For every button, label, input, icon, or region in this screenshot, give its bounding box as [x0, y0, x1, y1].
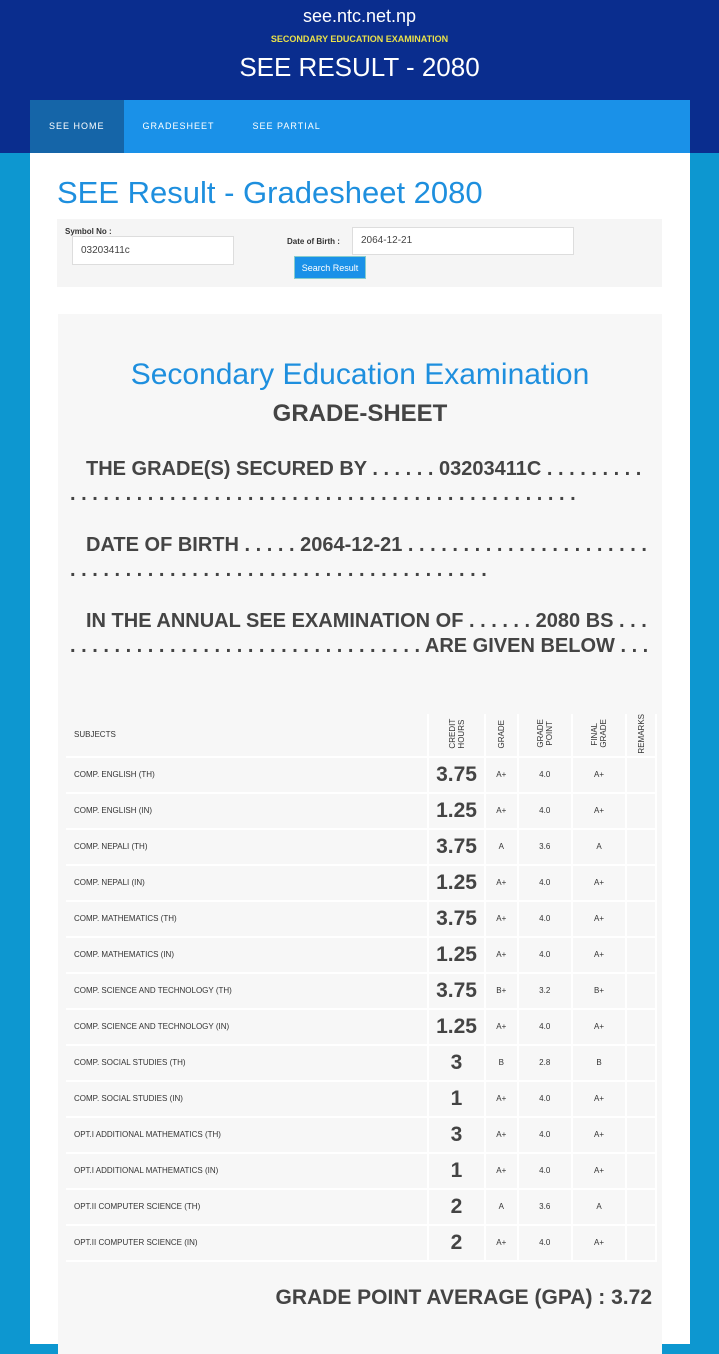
credit-hours-cell: 1.25: [428, 1009, 485, 1045]
subject-cell: COMP. NEPALI (TH): [66, 829, 428, 865]
gpa: GRADE POINT AVERAGE (GPA) : 3.72: [275, 1286, 652, 1309]
column-header: [626, 714, 656, 757]
credit-hours-cell: 1: [428, 1081, 485, 1117]
table-row: [66, 1225, 656, 1261]
remarks-cell: [626, 793, 656, 829]
credit-hours-cell: 2: [428, 1189, 485, 1225]
final-grade-cell: A+: [572, 1225, 626, 1261]
nav-see-home[interactable]: SEE HOME: [30, 100, 124, 153]
gradesheet: [58, 314, 662, 1354]
grade-cell: A+: [485, 1225, 518, 1261]
secured-by-text: THE GRADE(S) SECURED BY . . . . . . 03203411C . . . . . . . . . . . . . . . . . . . . . . . . . . . . . . . . . . . . . . . . . . . . . . . . . . . . . . .: [70, 458, 642, 505]
remarks-cell: [626, 973, 656, 1009]
remarks-cell: [626, 829, 656, 865]
remarks-cell: [626, 865, 656, 901]
remarks-cell: [626, 757, 656, 793]
subject-cell: COMP. SOCIAL STUDIES (IN): [66, 1081, 428, 1117]
grade-cell: B+: [485, 973, 518, 1009]
final-grade-cell: B+: [572, 973, 626, 1009]
page-title: SEE Result - Gradesheet 2080: [57, 175, 483, 210]
table-row: [66, 973, 656, 1009]
column-header: [572, 714, 626, 757]
grade-cell: A: [485, 829, 518, 865]
remarks-cell: [626, 1081, 656, 1117]
grade-cell: A+: [485, 1009, 518, 1045]
nav-gradesheet[interactable]: GRADESHEET: [142, 121, 215, 131]
grade-point-cell: 4.0: [518, 1225, 572, 1261]
final-grade-cell: A+: [572, 901, 626, 937]
dob-input[interactable]: 2064-12-21: [352, 227, 574, 255]
table-row: [66, 1189, 656, 1225]
grade-point-cell: 4.0: [518, 901, 572, 937]
search-result-button[interactable]: Search Result: [294, 256, 366, 279]
final-grade-cell: A+: [572, 937, 626, 973]
remarks-cell: [626, 1189, 656, 1225]
grade-cell: A+: [485, 901, 518, 937]
credit-hours-cell: 3.75: [428, 901, 485, 937]
credit-hours-cell: 1.25: [428, 793, 485, 829]
grade-cell: A+: [485, 1117, 518, 1153]
column-header: SUBJECTS: [66, 714, 428, 757]
credit-hours-cell: 3.75: [428, 973, 485, 1009]
subject-cell: OPT.II COMPUTER SCIENCE (TH): [66, 1189, 428, 1225]
subject-cell: COMP. ENGLISH (IN): [66, 793, 428, 829]
subject-cell: COMP. SCIENCE AND TECHNOLOGY (TH): [66, 973, 428, 1009]
remarks-cell: [626, 1045, 656, 1081]
final-grade-cell: A: [572, 1189, 626, 1225]
table-row: [66, 1081, 656, 1117]
search-form: [57, 219, 662, 287]
subject-cell: COMP. MATHEMATICS (IN): [66, 937, 428, 973]
table-row: [66, 901, 656, 937]
symbol-label: Symbol No :: [65, 227, 112, 236]
credit-hours-cell: 1.25: [428, 937, 485, 973]
grade-cell: A+: [485, 757, 518, 793]
remarks-cell: [626, 901, 656, 937]
grade-point-cell: 3.6: [518, 1189, 572, 1225]
final-grade-cell: A+: [572, 1117, 626, 1153]
sheet-subheading: GRADE-SHEET: [272, 400, 448, 427]
table-row: [66, 1045, 656, 1081]
column-header: [518, 714, 572, 757]
remarks-cell: [626, 1117, 656, 1153]
credit-hours-cell: 3: [428, 1045, 485, 1081]
credit-hours-cell: 3: [428, 1117, 485, 1153]
grade-point-cell: 4.0: [518, 865, 572, 901]
final-grade-cell: A+: [572, 865, 626, 901]
site-domain: see.ntc.net.np: [302, 6, 417, 26]
column-header-label: CREDIT HOURS: [447, 718, 466, 749]
remarks-cell: [626, 1225, 656, 1261]
column-header-label: FINAL GRADE: [589, 719, 608, 749]
grade-cell: A+: [485, 865, 518, 901]
credit-hours-cell: 1.25: [428, 865, 485, 901]
table-row: [66, 937, 656, 973]
subject-cell: COMP. MATHEMATICS (TH): [66, 901, 428, 937]
credit-hours-cell: 3.75: [428, 829, 485, 865]
remarks-cell: [626, 1153, 656, 1189]
column-header-label: GRADE: [496, 719, 506, 748]
subject-cell: COMP. SOCIAL STUDIES (TH): [66, 1045, 428, 1081]
grades-table: [66, 714, 657, 1262]
table-row: [66, 793, 656, 829]
grade-cell: A: [485, 1189, 518, 1225]
credit-hours-cell: 1: [428, 1153, 485, 1189]
column-header: [485, 714, 518, 757]
subject-cell: OPT.I ADDITIONAL MATHEMATICS (IN): [66, 1153, 428, 1189]
grade-point-cell: 4.0: [518, 1009, 572, 1045]
column-header: [428, 714, 485, 757]
header-title: SEE RESULT - 2080: [239, 52, 480, 82]
table-row: [66, 829, 656, 865]
final-grade-cell: A: [572, 829, 626, 865]
final-grade-cell: A+: [572, 1009, 626, 1045]
final-grade-cell: A+: [572, 1081, 626, 1117]
table-row: [66, 865, 656, 901]
table-row: [66, 1117, 656, 1153]
grade-point-cell: 4.0: [518, 1117, 572, 1153]
grade-point-cell: 4.0: [518, 793, 572, 829]
grade-point-cell: 2.8: [518, 1045, 572, 1081]
subject-cell: COMP. NEPALI (IN): [66, 865, 428, 901]
grade-point-cell: 3.6: [518, 829, 572, 865]
dob-text: DATE OF BIRTH . . . . . 2064-12-21 . . . . . . . . . . . . . . . . . . . . . . . . . . . . . . . . . . . . . . . . . . . . . . . . . . . . . . . . . . . .: [70, 534, 647, 581]
table-row: [66, 1009, 656, 1045]
final-grade-cell: B: [572, 1045, 626, 1081]
main-content: [30, 153, 690, 1344]
final-grade-cell: A+: [572, 757, 626, 793]
grade-cell: A+: [485, 937, 518, 973]
nav-see-partial[interactable]: SEE PARTIAL: [252, 121, 321, 131]
credit-hours-cell: 3.75: [428, 757, 485, 793]
grade-cell: A+: [485, 793, 518, 829]
dob-label: Date of Birth :: [287, 237, 340, 246]
nav-bar: [30, 100, 690, 153]
subject-cell: COMP. SCIENCE AND TECHNOLOGY (IN): [66, 1009, 428, 1045]
exam-text: IN THE ANNUAL SEE EXAMINATION OF . . . . . . 2080 BS . . . . . . . . . . . . . . . . . . . . . . . . . . . . . . . . . . . ARE GIVEN BELOW . . .: [70, 610, 649, 657]
final-grade-cell: A+: [572, 793, 626, 829]
symbol-input[interactable]: 03203411c: [72, 236, 234, 265]
grade-point-cell: 4.0: [518, 757, 572, 793]
grade-point-cell: 4.0: [518, 1153, 572, 1189]
grade-point-cell: 3.2: [518, 973, 572, 1009]
header-subtitle: SECONDARY EDUCATION EXAMINATION: [270, 34, 449, 44]
grade-point-cell: 4.0: [518, 937, 572, 973]
remarks-cell: [626, 937, 656, 973]
subject-cell: OPT.I ADDITIONAL MATHEMATICS (TH): [66, 1117, 428, 1153]
final-grade-cell: A+: [572, 1153, 626, 1189]
grade-point-cell: 4.0: [518, 1081, 572, 1117]
credit-hours-cell: 2: [428, 1225, 485, 1261]
table-row: [66, 757, 656, 793]
table-row: [66, 1153, 656, 1189]
grade-cell: B: [485, 1045, 518, 1081]
grade-cell: A+: [485, 1153, 518, 1189]
sheet-heading: Secondary Education Examination: [130, 358, 590, 391]
column-header-label: GRADE POINT: [535, 719, 554, 749]
remarks-cell: [626, 1009, 656, 1045]
subject-cell: OPT.II COMPUTER SCIENCE (IN): [66, 1225, 428, 1261]
subject-cell: COMP. ENGLISH (TH): [66, 757, 428, 793]
column-header-label: REMARKS: [636, 714, 646, 754]
grade-cell: A+: [485, 1081, 518, 1117]
